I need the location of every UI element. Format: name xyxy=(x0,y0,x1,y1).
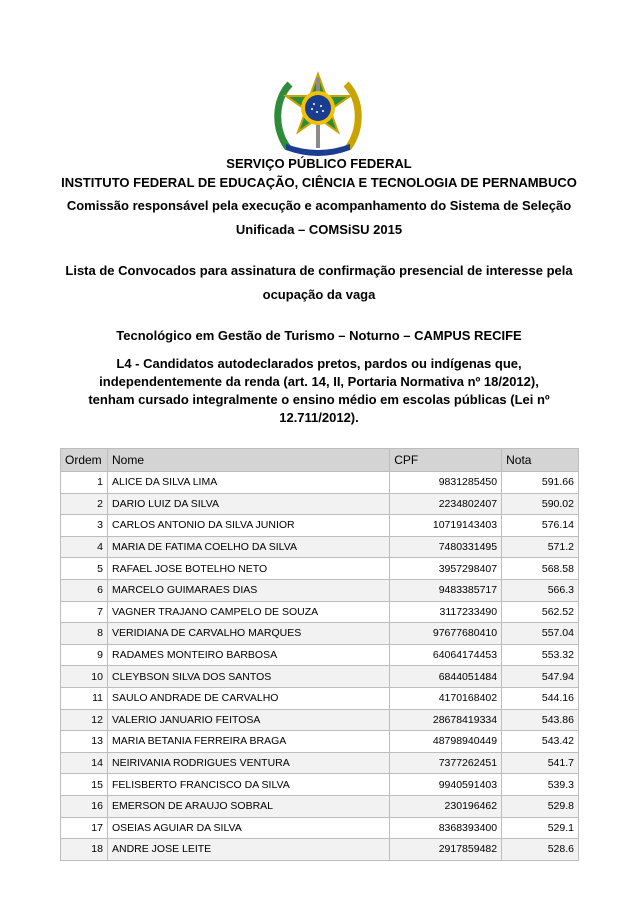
table-row xyxy=(61,839,579,861)
header-line-2: INSTITUTO FEDERAL DE EDUCAÇÃO, CIÊNCIA E TECNOLOGIA DE PERNAMBUCO xyxy=(61,175,577,190)
cell-nota: 553.32 xyxy=(502,644,579,666)
cell-ordem: 16 xyxy=(61,795,108,817)
cell-ordem: 18 xyxy=(61,839,108,861)
header-nome: Nome xyxy=(107,449,389,472)
cell-cpf: 9940591403 xyxy=(390,774,502,796)
table-row xyxy=(61,644,579,666)
cell-cpf: 8368393400 xyxy=(390,817,502,839)
cell-nome: DARIO LUIZ DA SILVA xyxy=(107,493,389,515)
table-row xyxy=(61,536,579,558)
header-line-1: SERVIÇO PÚBLICO FEDERAL xyxy=(226,156,412,171)
cell-cpf: 28678419334 xyxy=(390,709,502,731)
cell-cpf: 9831285450 xyxy=(390,472,502,494)
header-line-4: Unificada – COMSiSU 2015 xyxy=(235,222,403,237)
cell-nota: 541.7 xyxy=(502,752,579,774)
cell-ordem: 1 xyxy=(61,472,108,494)
table-row xyxy=(61,623,579,645)
cell-nome: VAGNER TRAJANO CAMPELO DE SOUZA xyxy=(107,601,389,623)
cell-nome: MARIA DE FATIMA COELHO DA SILVA xyxy=(107,536,389,558)
table-row xyxy=(61,752,579,774)
category-description: L4 - Candidatos autodeclarados pretos, pardos ou indígenas que, independentemente da renda (art. 14, II, Portaria Normativa nº 18/2012), tenham cursado integralmente o ensino médio em escolas públicas (Lei nº 12.711/2012). xyxy=(88,356,550,425)
cell-cpf: 64064174453 xyxy=(390,644,502,666)
table-row xyxy=(61,558,579,580)
header-line-3: Comissão responsável pela execução e acompanhamento do Sistema de Seleção xyxy=(66,198,572,213)
cell-nota: 544.16 xyxy=(502,687,579,709)
table-row xyxy=(61,601,579,623)
cell-nota: 543.42 xyxy=(502,731,579,753)
table-row xyxy=(61,666,579,688)
cell-cpf: 7377262451 xyxy=(390,752,502,774)
cell-ordem: 6 xyxy=(61,579,108,601)
cell-nome: MARCELO GUIMARAES DIAS xyxy=(107,579,389,601)
cell-cpf: 2234802407 xyxy=(390,493,502,515)
table-row xyxy=(61,579,579,601)
cell-ordem: 15 xyxy=(61,774,108,796)
cell-nome: SAULO ANDRADE DE CARVALHO xyxy=(107,687,389,709)
cell-ordem: 14 xyxy=(61,752,108,774)
cell-ordem: 11 xyxy=(61,687,108,709)
table-row xyxy=(61,795,579,817)
cell-nota: 557.04 xyxy=(502,623,579,645)
header-ordem: Ordem xyxy=(61,449,108,472)
cell-nome: ANDRE JOSE LEITE xyxy=(107,839,389,861)
cell-nota: 566.3 xyxy=(502,579,579,601)
cell-ordem: 10 xyxy=(61,666,108,688)
table-row xyxy=(61,472,579,494)
cell-nota: 568.58 xyxy=(502,558,579,580)
cell-nome: VALERIO JANUARIO FEITOSA xyxy=(107,709,389,731)
cell-ordem: 7 xyxy=(61,601,108,623)
cell-nome: VERIDIANA DE CARVALHO MARQUES xyxy=(107,623,389,645)
cell-ordem: 13 xyxy=(61,731,108,753)
cell-nota: 529.8 xyxy=(502,795,579,817)
cell-cpf: 2917859482 xyxy=(390,839,502,861)
cell-cpf: 6844051484 xyxy=(390,666,502,688)
header-nota: Nota xyxy=(502,449,579,472)
course-title: Tecnológico em Gestão de Turismo – Noturno – CAMPUS RECIFE xyxy=(116,328,522,343)
cell-cpf: 3957298407 xyxy=(390,558,502,580)
brasil-coat-of-arms-icon xyxy=(268,70,368,160)
cell-cpf: 230196462 xyxy=(390,795,502,817)
cell-cpf: 7480331495 xyxy=(390,536,502,558)
cell-ordem: 3 xyxy=(61,515,108,537)
list-title-line-1: Lista de Convocados para assinatura de confirmação presencial de interesse pela xyxy=(65,263,573,278)
cell-nota: 539.3 xyxy=(502,774,579,796)
cell-nota: 529.1 xyxy=(502,817,579,839)
cell-ordem: 8 xyxy=(61,623,108,645)
cell-nome: CARLOS ANTONIO DA SILVA JUNIOR xyxy=(107,515,389,537)
cell-nota: 590.02 xyxy=(502,493,579,515)
cell-nota: 571.2 xyxy=(502,536,579,558)
cell-nome: RAFAEL JOSE BOTELHO NETO xyxy=(107,558,389,580)
cell-nome: MARIA BETANIA FERREIRA BRAGA xyxy=(107,731,389,753)
cell-nota: 528.6 xyxy=(502,839,579,861)
table-header-row xyxy=(61,449,579,472)
cell-ordem: 17 xyxy=(61,817,108,839)
cell-nome: EMERSON DE ARAUJO SOBRAL xyxy=(107,795,389,817)
cell-nota: 591.66 xyxy=(502,472,579,494)
header-cpf: CPF xyxy=(390,449,502,472)
cell-cpf: 10719143403 xyxy=(390,515,502,537)
cell-nota: 543.86 xyxy=(502,709,579,731)
table-row xyxy=(61,493,579,515)
cell-nota: 576.14 xyxy=(502,515,579,537)
cell-nome: ALICE DA SILVA LIMA xyxy=(107,472,389,494)
table-row xyxy=(61,731,579,753)
cell-nota: 562.52 xyxy=(502,601,579,623)
table-row xyxy=(61,709,579,731)
cell-nome: FELISBERTO FRANCISCO DA SILVA xyxy=(107,774,389,796)
cell-nome: RADAMES MONTEIRO BARBOSA xyxy=(107,644,389,666)
table-row xyxy=(61,817,579,839)
cell-cpf: 97677680410 xyxy=(390,623,502,645)
cell-ordem: 4 xyxy=(61,536,108,558)
cell-ordem: 9 xyxy=(61,644,108,666)
cell-nota: 547.94 xyxy=(502,666,579,688)
cell-cpf: 3117233490 xyxy=(390,601,502,623)
table-row xyxy=(61,515,579,537)
table-row xyxy=(61,687,579,709)
cell-ordem: 2 xyxy=(61,493,108,515)
cell-cpf: 9483385717 xyxy=(390,579,502,601)
list-title-line-2: ocupação da vaga xyxy=(262,287,376,302)
cell-nome: OSEIAS AGUIAR DA SILVA xyxy=(107,817,389,839)
cell-cpf: 4170168402 xyxy=(390,687,502,709)
cell-ordem: 5 xyxy=(61,558,108,580)
table-row xyxy=(61,774,579,796)
candidates-table xyxy=(60,448,579,861)
cell-nome: CLEYBSON SILVA DOS SANTOS xyxy=(107,666,389,688)
cell-cpf: 48798940449 xyxy=(390,731,502,753)
cell-nome: NEIRIVANIA RODRIGUES VENTURA xyxy=(107,752,389,774)
cell-ordem: 12 xyxy=(61,709,108,731)
